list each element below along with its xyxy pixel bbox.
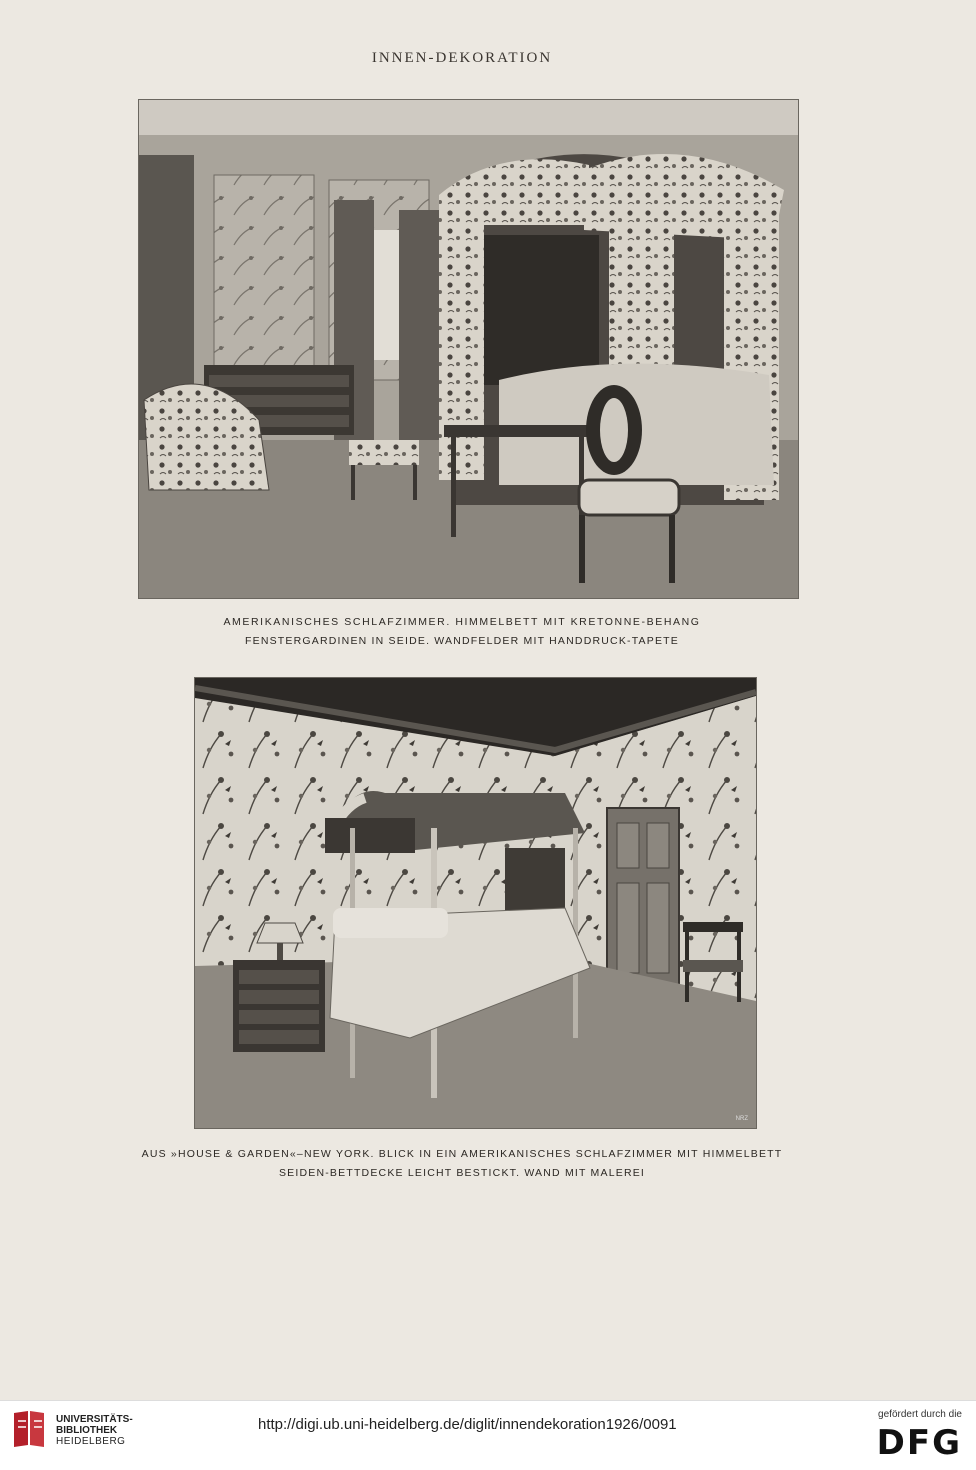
permalink-url[interactable]: http://digi.ub.uni-heidelberg.de/diglit/innendekoration1926/0091: [258, 1416, 677, 1433]
library-name: [56, 1414, 133, 1447]
plate-1-caption-line-2: FENSTERGARDINEN IN SEIDE. WANDFELDER MIT HANDDRUCK-TAPETE: [245, 635, 679, 647]
plate-1-caption-line-1: AMERIKANISCHES SCHLAFZIMMER. HIMMELBETT MIT KRETONNE-BEHANG: [223, 616, 701, 628]
university-library-logo-icon: [12, 1409, 46, 1449]
library-name-line-3: HEIDELBERG: [56, 1436, 126, 1447]
photo-bedroom-painted-walls: [194, 677, 757, 1129]
dfg-logo: DFG: [876, 1423, 962, 1463]
plate-2-caption: [0, 1145, 924, 1183]
library-name-line-1: UNIVERSITÄTS-: [56, 1414, 133, 1425]
plate-2-caption-line-2: SEIDEN-BETTDECKE LEICHT BESTICKT. WAND MIT MALEREI: [278, 1167, 646, 1179]
funded-by-label: gefördert durch die: [878, 1409, 962, 1420]
library-name-line-2: BIBLIOTHEK: [56, 1425, 118, 1436]
digitization-footer: [0, 1400, 976, 1470]
plate-engraver-mark: NRZ: [735, 1116, 748, 1122]
photo-bedroom-canopy-kretonne: [138, 99, 799, 599]
plate-1-caption: [0, 613, 924, 651]
running-head-title: INNEN-DEKORATION: [371, 50, 553, 66]
plate-2-caption-line-1: AUS »HOUSE & GARDEN«–NEW YORK. BLICK IN EIN AMERIKANISCHES SCHLAFZIMMER MIT HIMMELBETT: [141, 1148, 783, 1160]
